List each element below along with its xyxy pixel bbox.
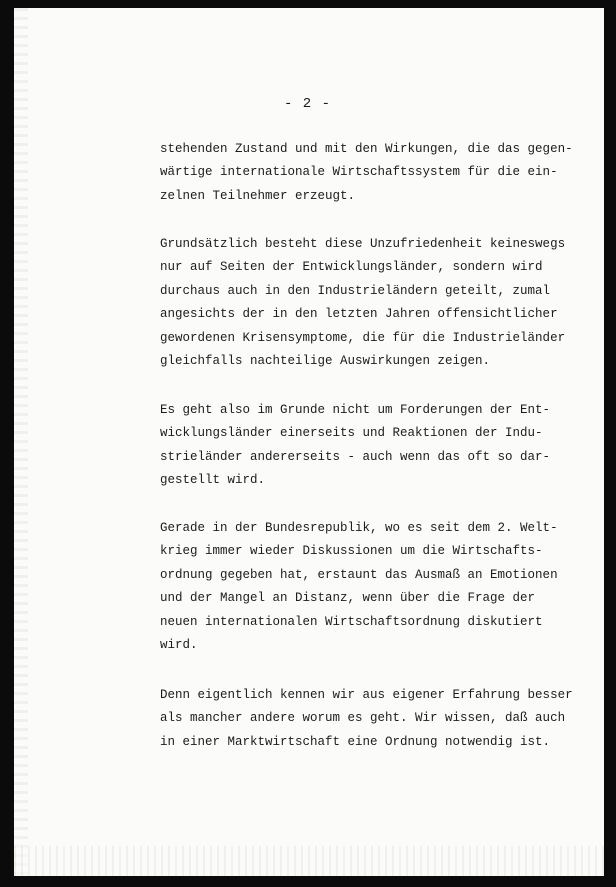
scan-bottom-noise	[14, 846, 604, 876]
text-line: wird.	[160, 638, 198, 653]
text-line: neuen internationalen Wirtschaftsordnung diskutiert	[160, 614, 543, 629]
text-line: strieländer andererseits - auch wenn das oft so dar-	[160, 449, 551, 464]
paragraph-5	[160, 684, 580, 754]
text-line: gewordenen Krisensymptome, die für die Industrieländer	[160, 330, 566, 345]
scan-edge-noise	[14, 8, 28, 876]
text-line: wärtige internationale Wirtschaftssystem für die ein-	[160, 165, 558, 180]
text-line: in einer Marktwirtschaft eine Ordnung notwendig ist.	[160, 734, 551, 749]
text-line: als mancher andere worum es geht. Wir wissen, daß auch	[160, 711, 566, 726]
text-line: ordnung gegeben hat, erstaunt das Ausmaß an Emotionen	[160, 567, 558, 582]
paragraph-3	[160, 399, 580, 493]
paragraph-1	[160, 138, 580, 208]
text-line: Gerade in der Bundesrepublik, wo es seit dem 2. Welt-	[160, 521, 558, 535]
text-line: gleichfalls nachteilige Auswirkungen zeigen.	[160, 354, 491, 369]
paragraph-2	[160, 233, 580, 373]
text-line: zelnen Teilnehmer erzeugt.	[160, 188, 356, 203]
text-line: wicklungsländer einerseits und Reaktionen der Indu-	[160, 426, 543, 441]
document-page	[14, 8, 604, 876]
text-line: gestellt wird.	[160, 473, 266, 488]
text-line: Es geht also im Grunde nicht um Forderungen der Ent-	[160, 403, 551, 417]
text-line: krieg immer wieder Diskussionen um die Wirtschafts-	[160, 544, 543, 559]
text-line: nur auf Seiten der Entwicklungsländer, sondern wird	[160, 260, 543, 275]
text-line: stehenden Zustand und mit den Wirkungen, die das gegen-	[160, 142, 573, 156]
text-line: angesichts der in den letzten Jahren offensichtlicher	[160, 307, 558, 322]
text-line: durchaus auch in den Industrieländern geteilt, zumal	[160, 283, 551, 298]
text-line: Grundsätzlich besteht diese Unzufriedenheit keineswegs	[160, 237, 566, 251]
text-line: Denn eigentlich kennen wir aus eigener Erfahrung besser	[160, 688, 573, 702]
text-line: und der Mangel an Distanz, wenn über die Frage der	[160, 591, 536, 606]
page-number: - 2 -	[284, 96, 332, 112]
paragraph-4	[160, 517, 580, 657]
